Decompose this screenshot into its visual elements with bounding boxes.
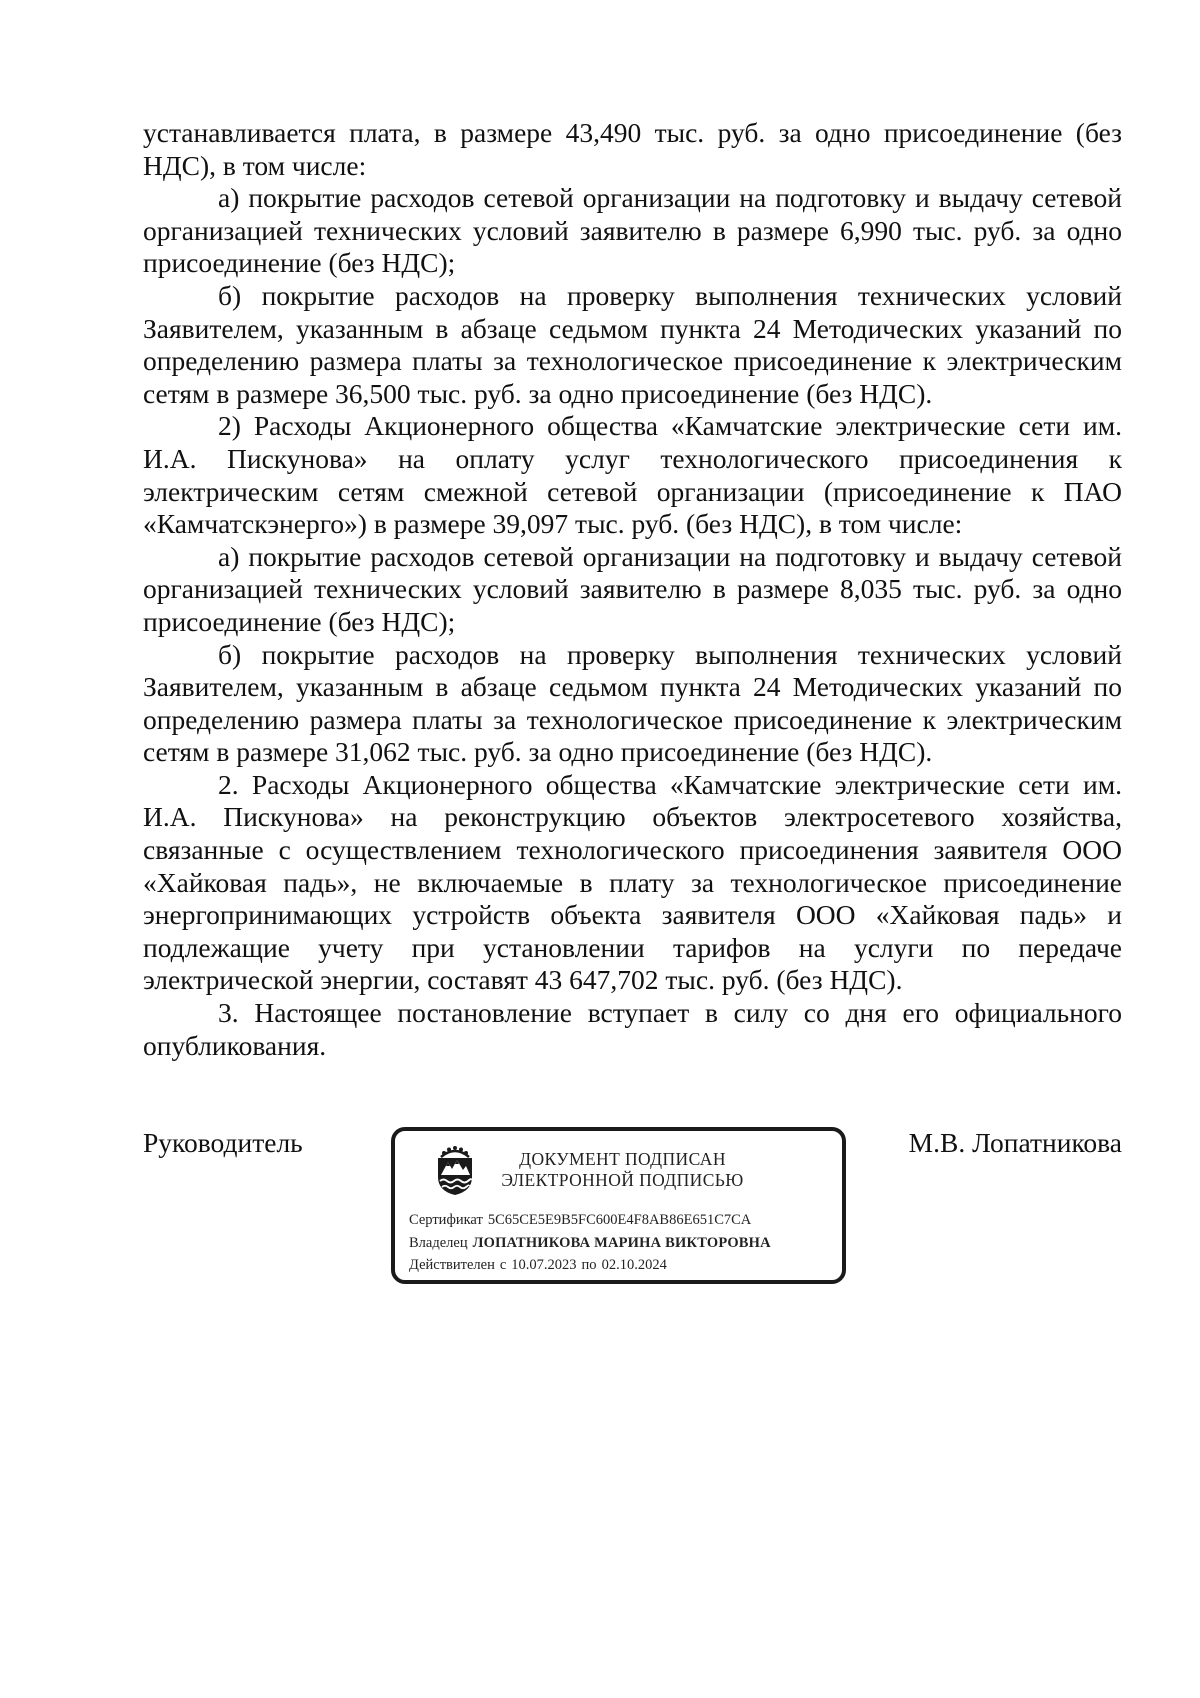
signatory-name: М.В. Лопатникова [908, 1127, 1122, 1158]
paragraph-clause-2: 2. Расходы Акционерного общества «Камчатские электрические сети им. И.А. Пискунова» на реконструкцию объектов электросетевого хозяйства, связанные с осуществлением технологического присоединения заявителя ООО «Хайковая падь», не включаемые в плату за технологическое присоединение энергопринимающих устройств объекта заявителя ООО «Хайковая падь» и подлежащие учету при установлении тарифов на услуги по передаче электрической энергии, составят 43 647,702 тыс. руб. (без НДС). [143, 768, 1122, 996]
document-body [143, 117, 1122, 1062]
stamp-valid-label: Действителен [409, 1257, 495, 1273]
paragraph-item-b-1: б) покрытие расходов на проверку выполнения технических условий Заявителем, указанным в абзаце седьмом пункта 24 Методических указаний по определению размера платы за технологическое присоединение к электрическим сетям в размере 36,500 тыс. руб. за одно присоединение (без НДС). [143, 279, 1122, 409]
stamp-header [495, 1149, 750, 1191]
stamp-valid-from: 10.07.2023 [511, 1257, 577, 1273]
stamp-valid-from-label: с [499, 1257, 507, 1273]
paragraph-item-2-expenses: 2) Расходы Акционерного общества «Камчатские электрические сети им. И.А. Пискунова» на оплату услуг технологического присоединения к электрическим сетям смежной сетевой организации (присоединение к ПАО «Камчатскэнерго») в размере 39,097 тыс. руб. (без НДС), в том числе: [143, 410, 1122, 540]
paragraph-clause-3: 3. Настоящее постановление вступает в силу со дня его официального опубликования. [143, 997, 1122, 1061]
stamp-valid-to: 02.10.2024 [601, 1257, 667, 1273]
stamp-owner-row [409, 1232, 771, 1255]
stamp-validity-row [409, 1254, 771, 1277]
paragraph-continuation: устанавливается плата, в размере 43,490 тыс. руб. за одно присоединение (без НДС), в том числе: [143, 117, 1122, 181]
paragraph-item-b-2: б) покрытие расходов на проверку выполнения технических условий Заявителем, указанным в абзаце седьмом пункта 24 Методических указаний по определению размера платы за технологическое присоединение к электрическим сетям в размере 31,062 тыс. руб. за одно присоединение (без НДС). [143, 638, 1122, 768]
stamp-details [409, 1209, 771, 1277]
stamp-certificate-value: 5C65CE5E9B5FC600E4F8AB86E651C7CA [487, 1212, 752, 1228]
paragraph-item-a-1: а) покрытие расходов сетевой организации на подготовку и выдачу сетевой организацией технических условий заявителю в размере 6,990 тыс. руб. за одно присоединение (без НДС); [143, 182, 1122, 279]
stamp-header-line1: ДОКУМЕНТ ПОДПИСАН [519, 1149, 726, 1169]
kamchatka-coat-of-arms-icon [433, 1145, 477, 1197]
stamp-certificate-label: Сертификат [409, 1212, 483, 1228]
stamp-owner-value: ЛОПАТНИКОВА МАРИНА ВИКТОРОВНА [472, 1234, 771, 1251]
electronic-signature-stamp [391, 1127, 846, 1284]
signatory-title: Руководитель [143, 1127, 303, 1158]
stamp-owner-label: Владелец [409, 1234, 468, 1251]
stamp-header-line2: ЭЛЕКТРОННОЙ ПОДПИСЬЮ [501, 1170, 744, 1190]
stamp-certificate-row [409, 1209, 771, 1232]
paragraph-item-a-2: а) покрытие расходов сетевой организации на подготовку и выдачу сетевой организацией технических условий заявителю в размере 8,035 тыс. руб. за одно присоединение (без НДС); [143, 540, 1122, 637]
stamp-valid-to-label: по [581, 1257, 597, 1273]
